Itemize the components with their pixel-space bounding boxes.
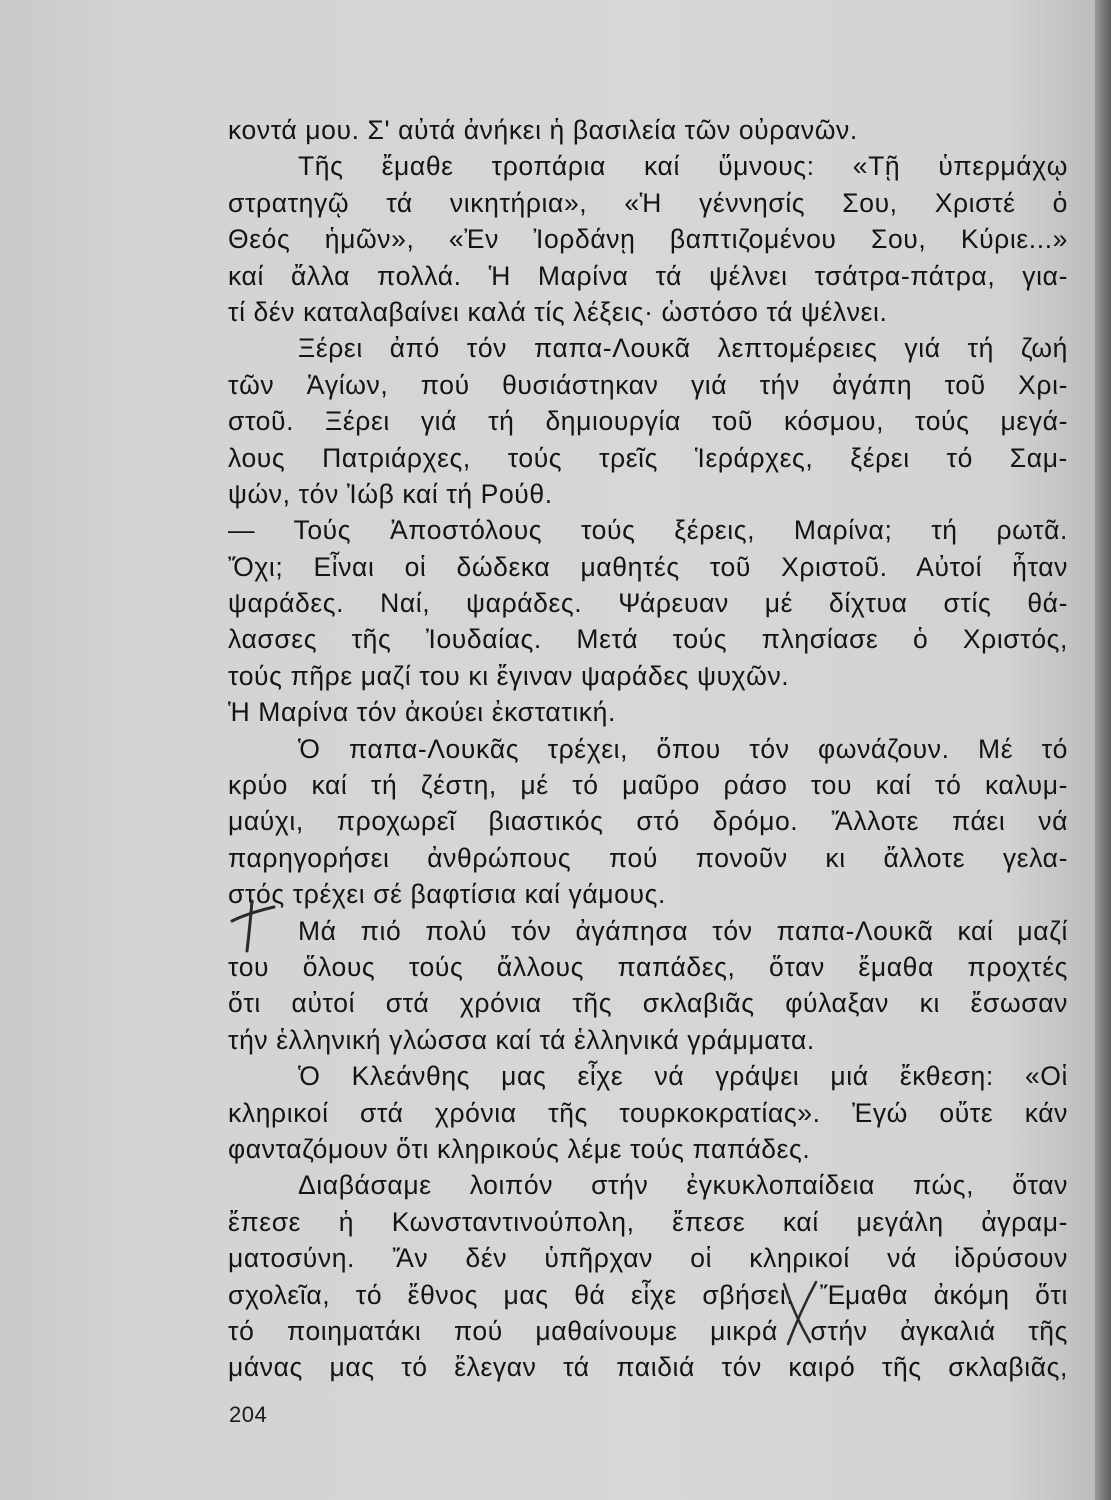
text-line: Τῆς ἔμαθε τροπάρια καί ὕμνους: «Τῇ ὑπερμάχῳ [298, 151, 1068, 182]
text-line: Θεός ἡμῶν», «Ἐν Ἰορδάνῃ βαπτιζομένου Σου, Κύριε...» [228, 224, 1068, 255]
text-line: ματοσύνη. Ἄν δέν ὑπῆρχαν οἱ κληρικοί νά ἱδρύσουν [228, 1243, 1068, 1274]
text-line: τήν ἑλληνική γλώσσα καί τά ἑλληνικά γράμματα. [228, 1024, 815, 1055]
body-text [228, 112, 1068, 1386]
text-line: στρατηγῷ τά νικητήρια», «Ἡ γέννησίς Σου, Χριστέ ὁ [228, 187, 1068, 218]
text-line: ψών, τόν Ἰώβ καί τή Ρούθ. [228, 478, 553, 509]
text-line: τό ποιηματάκι πού μαθαίνουμε μικρά στήν ἀγκαλιά τῆς [228, 1315, 1068, 1346]
text-line: κοντά μου. Σ' αὐτά ἀνήκει ἡ βασιλεία τῶν οὐρανῶν. [228, 115, 858, 145]
text-line: Ἡ Μαρίνα τόν ἀκούει ἐκστατική. [228, 697, 616, 728]
text-line: μαύχι, προχωρεῖ βιαστικός στό δρόμο. Ἄλλοτε πάει νά [228, 806, 1068, 837]
text-line: κληρικοί στά χρόνια τῆς τουρκοκρατίας». Ἐγώ οὔτε κάν [228, 1097, 1068, 1128]
text-line: τῶν Ἁγίων, πού θυσιάστηκαν γιά τήν ἀγάπη τοῦ Χρι- [228, 369, 1068, 400]
text-line: Ὄχι; Εἶναι οἱ δώδεκα μαθητές τοῦ Χριστοῦ. Αὐτοί ἦταν [228, 551, 1068, 582]
text-line: λασσες τῆς Ἰουδαίας. Μετά τούς πλησίασε ὁ Χριστός, [228, 624, 1068, 655]
text-line: Ξέρει ἀπό τόν παπα-Λουκᾶ λεπτομέρειες γιά τή ζωή [298, 333, 1068, 364]
text-line: ὅτι αὐτοί στά χρόνια τῆς σκλαβιᾶς φύλαξαν κι ἔσωσαν [228, 988, 1068, 1019]
text-line: σχολεῖα, τό ἔθνος μας θά εἶχε σβήσει. Ἔμαθα ἀκόμη ὅτι [228, 1279, 1068, 1310]
text-line: Ὁ Κλεάνθης μας εἶχε νά γράψει μιά ἔκθεση: «Οἱ [298, 1061, 1068, 1092]
text-line: ψαράδες. Ναί, ψαράδες. Ψάρευαν μέ δίχτυα στίς θά- [228, 588, 1068, 619]
text-line: τούς πῆρε μαζί του κι ἔγιναν ψαράδες ψυχῶν. [228, 660, 790, 691]
text-line: φανταζόμουν ὅτι κληρικούς λέμε τούς παπάδες. [228, 1133, 811, 1164]
text-line: καί ἄλλα πολλά. Ἡ Μαρίνα τά ψέλνει τσάτρα-πάτρα, για- [228, 260, 1068, 291]
text-line: τί δέν καταλαβαίνει καλά τίς λέξεις· ὡστόσο τά ψέλνει. [228, 296, 888, 327]
text-line: Διαβάσαμε λοιπόν στήν ἐγκυκλοπαίδεια πώς, ὅταν [298, 1170, 1068, 1201]
text-line: κρύο καί τή ζέστη, μέ τό μαῦρο ράσο του καί τό καλυμ- [228, 770, 1068, 801]
text-line: λους Πατριάρχες, τούς τρεῖς Ἱεράρχες, ξέρει τό Σαμ- [228, 442, 1068, 473]
text-line: παρηγορήσει ἀνθρώπους πού πονοῦν κι ἄλλοτε γελα- [228, 842, 1068, 873]
book-spine-shadow [1095, 0, 1111, 1500]
text-line: Ὁ παπα-Λουκᾶς τρέχει, ὅπου τόν φωνάζουν. Μέ τό [298, 733, 1068, 764]
handwritten-cross-mark [228, 895, 278, 955]
text-line: στός τρέχει σέ βαφτίσια καί γάμους. [228, 879, 666, 910]
text-line: — Τούς Ἀποστόλους τούς ξέρεις, Μαρίνα; τή ρωτᾶ. [228, 515, 1068, 546]
text-line: μάνας μας τό ἔλεγαν τά παιδιά τόν καιρό τῆς σκλαβιᾶς, [228, 1352, 1068, 1383]
text-line: Μά πιό πολύ τόν ἀγάπησα τόν παπα-Λουκᾶ καί μαζί [298, 915, 1068, 946]
page-number: 204 [229, 1402, 268, 1427]
text-line: του ὅλους τούς ἄλλους παπάδες, ὅταν ἔμαθα προχτές [228, 951, 1068, 982]
text-line: στοῦ. Ξέρει γιά τή δημιουργία τοῦ κόσμου, τούς μεγά- [228, 406, 1068, 437]
handwritten-x-mark [780, 1278, 820, 1348]
text-line: ἔπεσε ἡ Κωνσταντινούπολη, ἔπεσε καί μεγάλη ἀγραμ- [228, 1206, 1068, 1237]
